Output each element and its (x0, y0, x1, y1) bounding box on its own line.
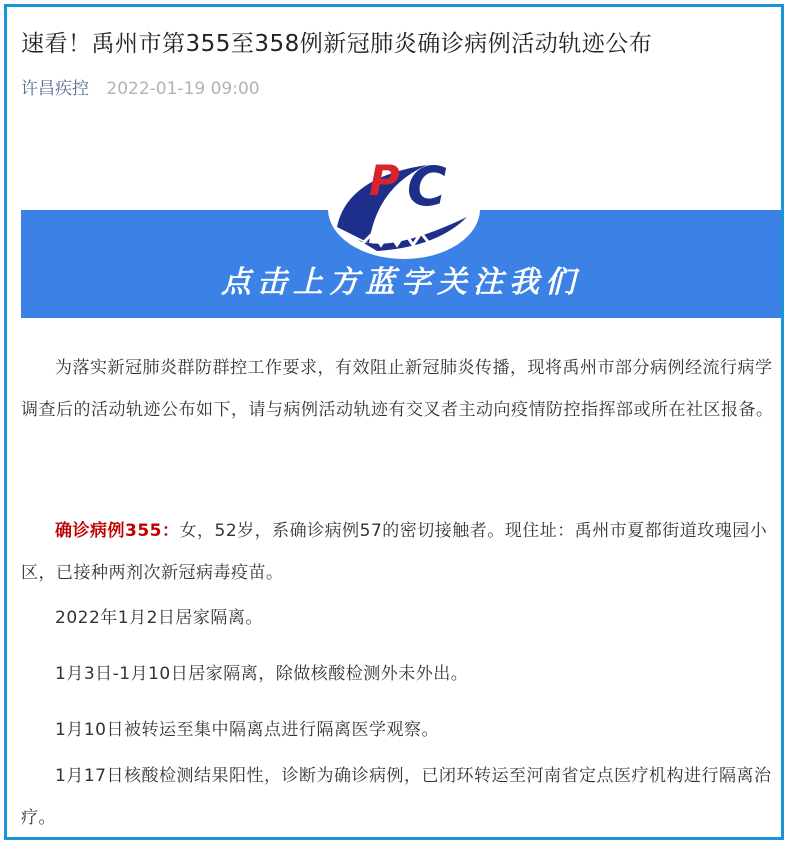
article-meta (21, 77, 260, 101)
article-title: 速看！禹州市第355至358例新冠肺炎确诊病例活动轨迹公布 (21, 31, 653, 57)
timeline-item: 2022年1月2日居家隔离。 (55, 608, 263, 628)
svg-text:C: C (407, 155, 447, 218)
timeline-item: 1月3日-1月10日居家隔离，除做核酸检测外未外出。 (55, 664, 469, 684)
timeline-item: 1月10日被转运至集中隔离点进行隔离医学观察。 (55, 720, 439, 740)
intro-paragraph: 为落实新冠肺炎群防群控工作要求，有效阻止新冠肺炎传播，现将禹州市部分病例经流行病学调查后的活动轨迹公布如下，请与病例活动轨迹有交叉者主动向疫情防控指挥部或所在社区报备。 (21, 358, 774, 420)
case-paragraph (21, 510, 781, 594)
case-label: 确诊病例355： (55, 521, 180, 541)
svg-text:P: P (369, 156, 400, 205)
timeline-item: 1月17日核酸检测结果阳性，诊断为确诊病例，已闭环转运至河南省定点医疗机构进行隔离治疗。 (21, 766, 772, 828)
publish-date: 2022-01-19 09:00 (106, 79, 260, 99)
article-frame (4, 4, 784, 840)
account-name-link[interactable]: 许昌疾控 (21, 79, 89, 99)
cdc-logo-icon (317, 147, 492, 267)
follow-banner[interactable] (21, 147, 781, 322)
svg-text:C: C (345, 201, 372, 242)
case-description: 女，52岁，系确诊病例57的密切接触者。现住址：禹州市夏都街道玫瑰园小区，已接种两剂次新冠病毒疫苗。 (21, 521, 768, 583)
banner-follow-text: 点击上方蓝字关注我们 (221, 265, 581, 300)
